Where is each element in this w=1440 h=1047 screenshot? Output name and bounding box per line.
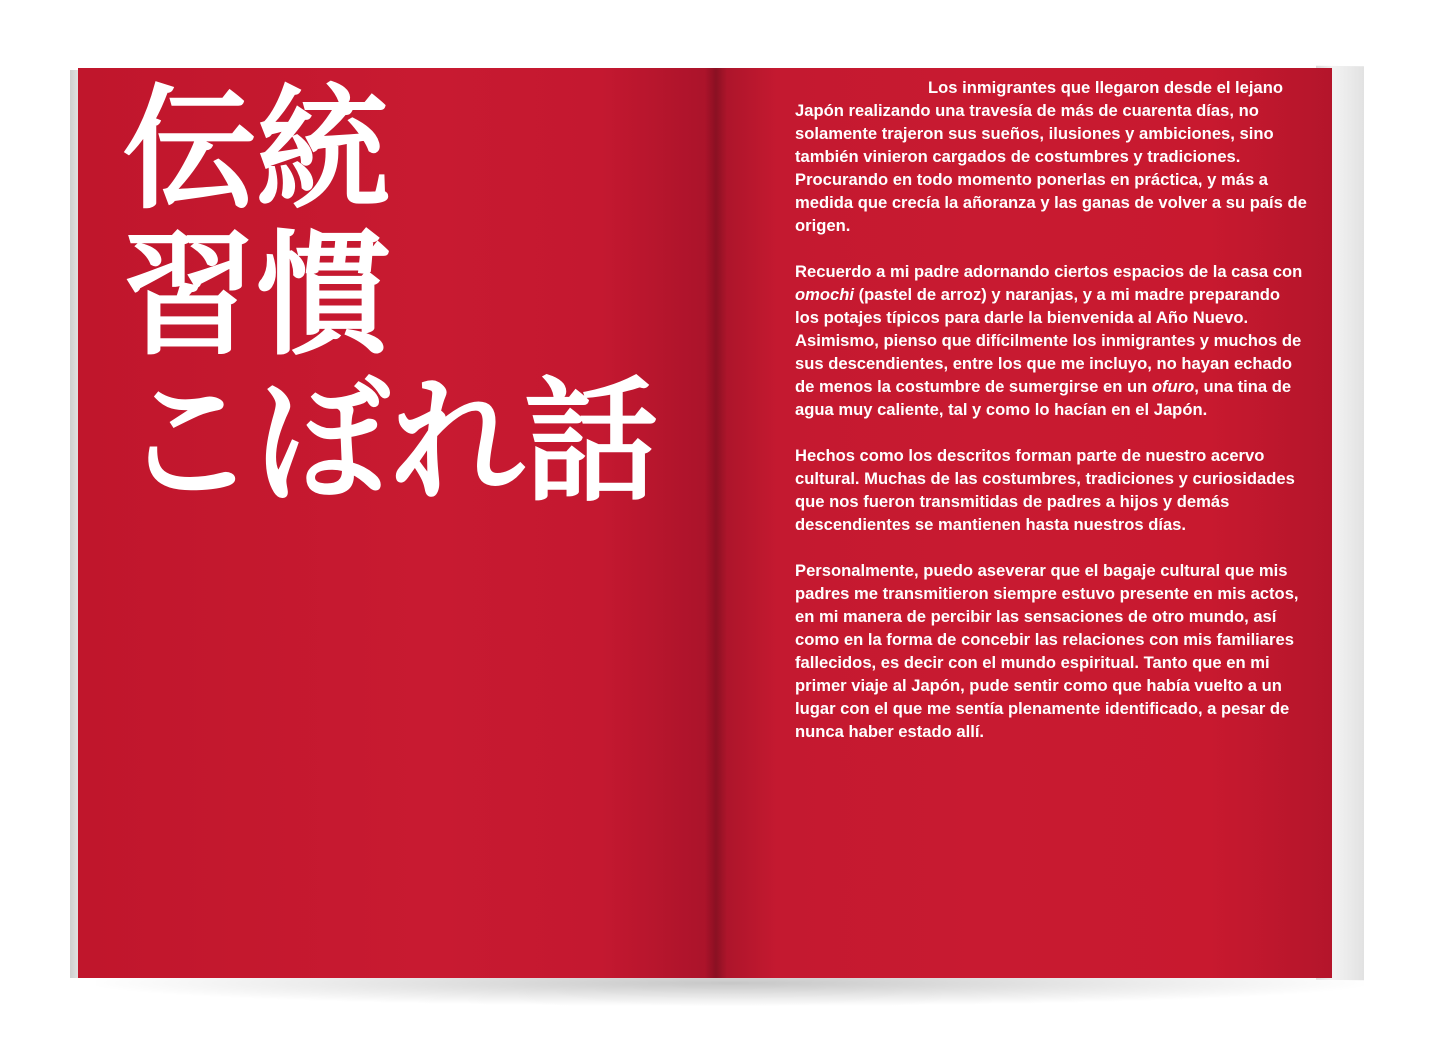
paragraph-3: Hechos como los descritos forman parte de nuestro acervo cultural. Muchas de las costumbres, tradiciones y curiosidades que nos fueron transmitidas de padres a hijos y demás descendientes se mantienen hasta nuestros días. [795,446,1295,534]
right-page [715,68,1332,978]
paragraph-2-text-c: , una tina de agua muy caliente, tal y como lo hacían en el Japón. [795,377,1292,419]
term-ofuro: ofuro [1151,377,1195,396]
term-omochi: omochi [795,285,855,304]
paragraph-2-text-b: (pastel de arroz) y naranjas, y a mi madre preparando los potajes típicos para darle la bienvenida al Año Nuevo. Asimismo, pienso que difícilmente los inmigrantes y muchos de sus descendientes, entre los que me incluyo, no hayan echado de menos la costumbre de sumergirse en un [795,285,1302,396]
paragraph-2 [795,260,1307,421]
paragraph-1: Los inmigrantes que llegaron desde el lejano Japón realizando una travesía de más de cuarenta días, no solamente trajeron sus sueños, ilusiones y ambiciones, sino también vinieron cargados de costumbres y tradiciones. Procurando en todo momento ponerlas en práctica, y más a medida que crecía la añoranza y las ganas de volver a su país de origen. [795,78,1307,235]
title-line-tradition: 伝統 [122,70,391,228]
title-line-customs: 習慣 [122,216,391,374]
book-gutter [705,68,727,978]
paragraph-4: Personalmente, puedo aseverar que el bagaje cultural que mis padres me transmitieron siempre estuvo presente en mis actos, en mi manera de percibir las sensaciones de otro mundo, así como en la forma de concebir las relaciones con mis familiares fallecidos, es decir con el mundo espiritual. Tanto que en mi primer viaje al Japón, pude sentir como que había vuelto a un lugar con el que me sentía plenamente identificado, a pesar de nunca haber estado allí. [795,561,1299,741]
japanese-title [122,70,659,520]
paragraph-2-text-a: Recuerdo a mi padre adornando ciertos espacios de la casa con [795,262,1303,281]
article-body [795,76,1307,766]
left-page [78,68,715,978]
title-line-anecdotes: こぼれ話 [122,362,659,520]
